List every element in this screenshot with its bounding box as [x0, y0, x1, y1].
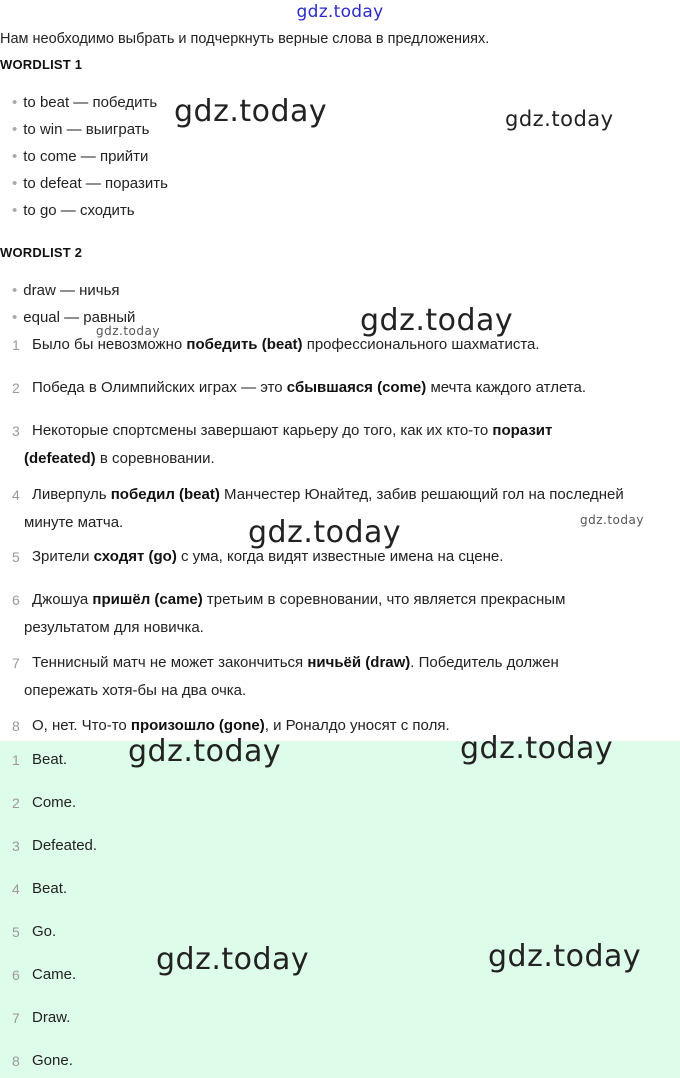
sentence-continuation: опережать хотя-бы на два очка.: [24, 682, 247, 699]
wordlist-1-item: • to beat — победить: [12, 94, 158, 111]
sentence: Победа в Олимпийских играх — это сбывшаяся (come) мечта каждого атлета.: [32, 379, 587, 396]
sentence: Было бы невозможно победить (beat) профессионального шахматиста.: [32, 336, 540, 353]
sentence: Теннисный матч не может закончиться ничьёй (draw). Победитель должен: [32, 654, 559, 671]
sentence-continuation: результатом для новичка.: [24, 619, 204, 636]
bullet-icon: •: [12, 282, 18, 299]
bullet-icon: •: [12, 202, 18, 219]
watermark: gdz.today: [96, 324, 160, 338]
answer-word: пришёл (came): [92, 591, 203, 608]
sentence-number: 2: [12, 380, 20, 396]
answer-text: Go.: [32, 923, 57, 940]
wordlist-2-item: • draw — ничья: [12, 282, 120, 299]
wordlist-2-item: • equal — равный: [12, 309, 136, 326]
watermark: gdz.today: [248, 515, 402, 550]
answer-word: сбывшаяся (come): [286, 379, 427, 396]
sentence-number: 5: [12, 549, 20, 565]
answer-number: 2: [12, 795, 20, 811]
wordlist-1-item: • to defeat — поразить: [12, 175, 168, 192]
sentence: Некоторые спортсмены завершают карьеру до того, как их кто-то поразит: [32, 422, 553, 439]
answer-word: (defeated): [24, 450, 96, 467]
sentence-number: 1: [12, 337, 20, 353]
sentence: Джошуа пришёл (came) третьим в соревновании, что является прекрасным: [32, 591, 566, 608]
answer-number: 6: [12, 967, 20, 983]
sentence-number: 4: [12, 487, 20, 503]
wordlist-1-item: • to come — прийти: [12, 148, 149, 165]
answer-text: Came.: [32, 966, 77, 983]
watermark: gdz.today: [360, 303, 514, 338]
watermark: gdz.today: [488, 939, 642, 974]
sentence-number: 6: [12, 592, 20, 608]
bullet-icon: •: [12, 94, 18, 111]
sentence: Ливерпуль победил (beat) Манчестер Юнайтед, забив решающий гол на последней: [32, 486, 624, 503]
bullet-icon: •: [12, 175, 18, 192]
answer-text: Come.: [32, 794, 77, 811]
wordlist-2-title: WORDLIST 2: [0, 245, 83, 260]
watermark: gdz.today: [128, 734, 282, 769]
answer-number: 3: [12, 838, 20, 854]
answer-number: 8: [12, 1053, 20, 1069]
sentence-continuation: минуте матча.: [24, 514, 124, 531]
wordlist-1-item: • to win — выиграть: [12, 121, 150, 138]
answer-text: Gone.: [32, 1052, 73, 1069]
watermark: gdz.today: [156, 942, 310, 977]
wordlist-1-item: • to go — сходить: [12, 202, 135, 219]
answer-number: 7: [12, 1010, 20, 1026]
answer-word: произошло (gone): [130, 717, 265, 734]
answer-text: Beat.: [32, 751, 68, 768]
answer-word: поразит: [492, 422, 553, 439]
answer-text: Beat.: [32, 880, 68, 897]
sentence: О, нет. Что-то произошло (gone), и Роналдо уносят с поля.: [32, 717, 450, 734]
answers-panel: [0, 741, 680, 1078]
sentence-number: 3: [12, 423, 20, 439]
answer-word: сходят (go): [93, 548, 177, 565]
answer-text: Defeated.: [32, 837, 98, 854]
watermark: gdz.today: [460, 731, 614, 766]
answer-number: 1: [12, 752, 20, 768]
sentence-continuation: (defeated) в соревновании.: [24, 450, 215, 467]
watermark: gdz.today: [580, 513, 644, 527]
sentence-number: 7: [12, 655, 20, 671]
watermark: gdz.today: [505, 107, 614, 131]
answer-number: 4: [12, 881, 20, 897]
wordlist-1-title: WORDLIST 1: [0, 57, 83, 72]
answer-word: победил (beat): [110, 486, 220, 503]
answer-number: 5: [12, 924, 20, 940]
bullet-icon: •: [12, 148, 18, 165]
bullet-icon: •: [12, 121, 18, 138]
answer-text: Draw.: [32, 1009, 71, 1026]
answer-word: победить (beat): [186, 336, 303, 353]
watermark: gdz.today: [174, 94, 328, 129]
bullet-icon: •: [12, 309, 18, 326]
sentence: Зрители сходят (go) с ума, когда видят известные имена на сцене.: [32, 548, 504, 565]
answer-word: ничьёй (draw): [307, 654, 411, 671]
header-watermark: gdz.today: [296, 2, 384, 22]
task-intro: Нам необходимо выбрать и подчеркнуть верные слова в предложениях.: [0, 31, 490, 47]
sentence-number: 8: [12, 718, 20, 734]
